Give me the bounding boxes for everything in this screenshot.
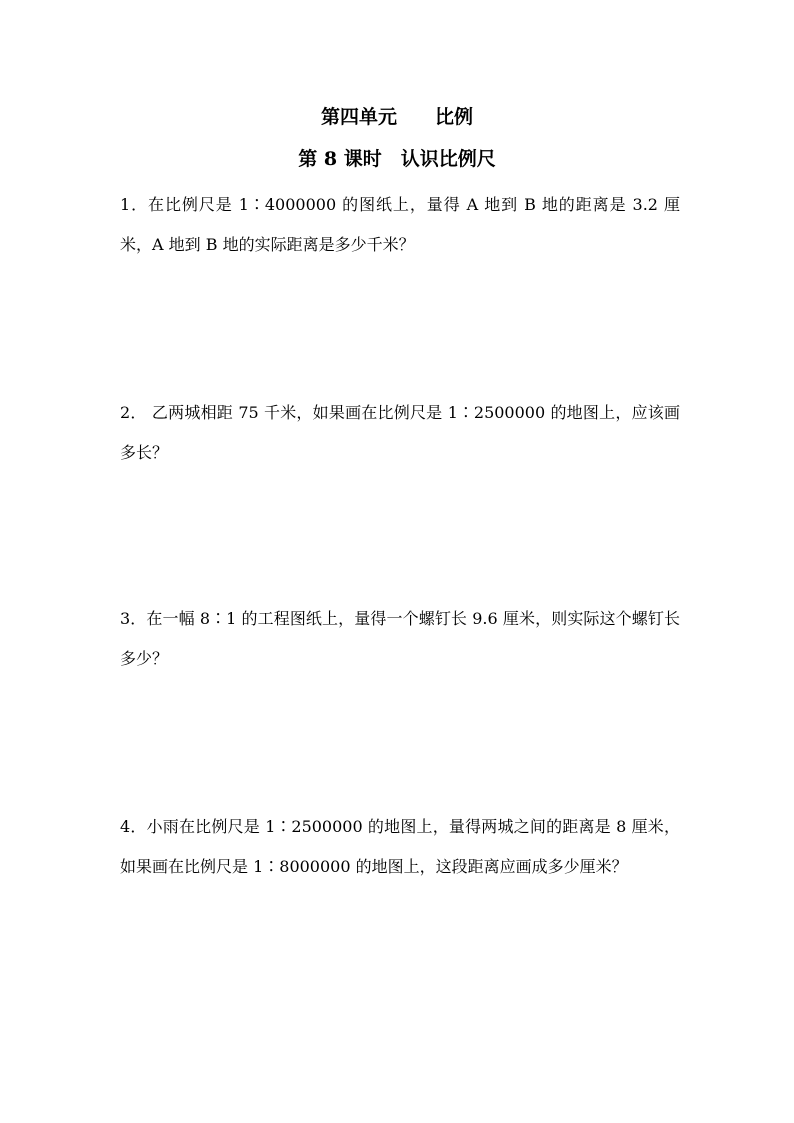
- question-3: 3．在一幅 8∶1 的工程图纸上，量得一个螺钉长 9.6 厘米，则实际这个螺钉长多少？: [120, 609, 680, 668]
- question-1: 1．在比例尺是 1∶4000000 的图纸上，量得 A 地到 B 地的距离是 3.2 厘米，A 地到 B 地的实际距离是多少千米？: [120, 195, 680, 254]
- lesson-title: 第 8 课时 认识比例尺: [298, 148, 496, 170]
- question-4: 4．小雨在比例尺是 1∶2500000 的地图上，量得两城之间的距离是 8 厘米，如果画在比例尺是 1∶8000000 的地图上，这段距离应画成多少厘米？: [120, 817, 680, 876]
- question-2: 2． 乙两城相距 75 千米，如果画在比例尺是 1∶2500000 的地图上，应该画多长？: [120, 403, 680, 462]
- unit-title: 第四单元 比例: [320, 106, 473, 128]
